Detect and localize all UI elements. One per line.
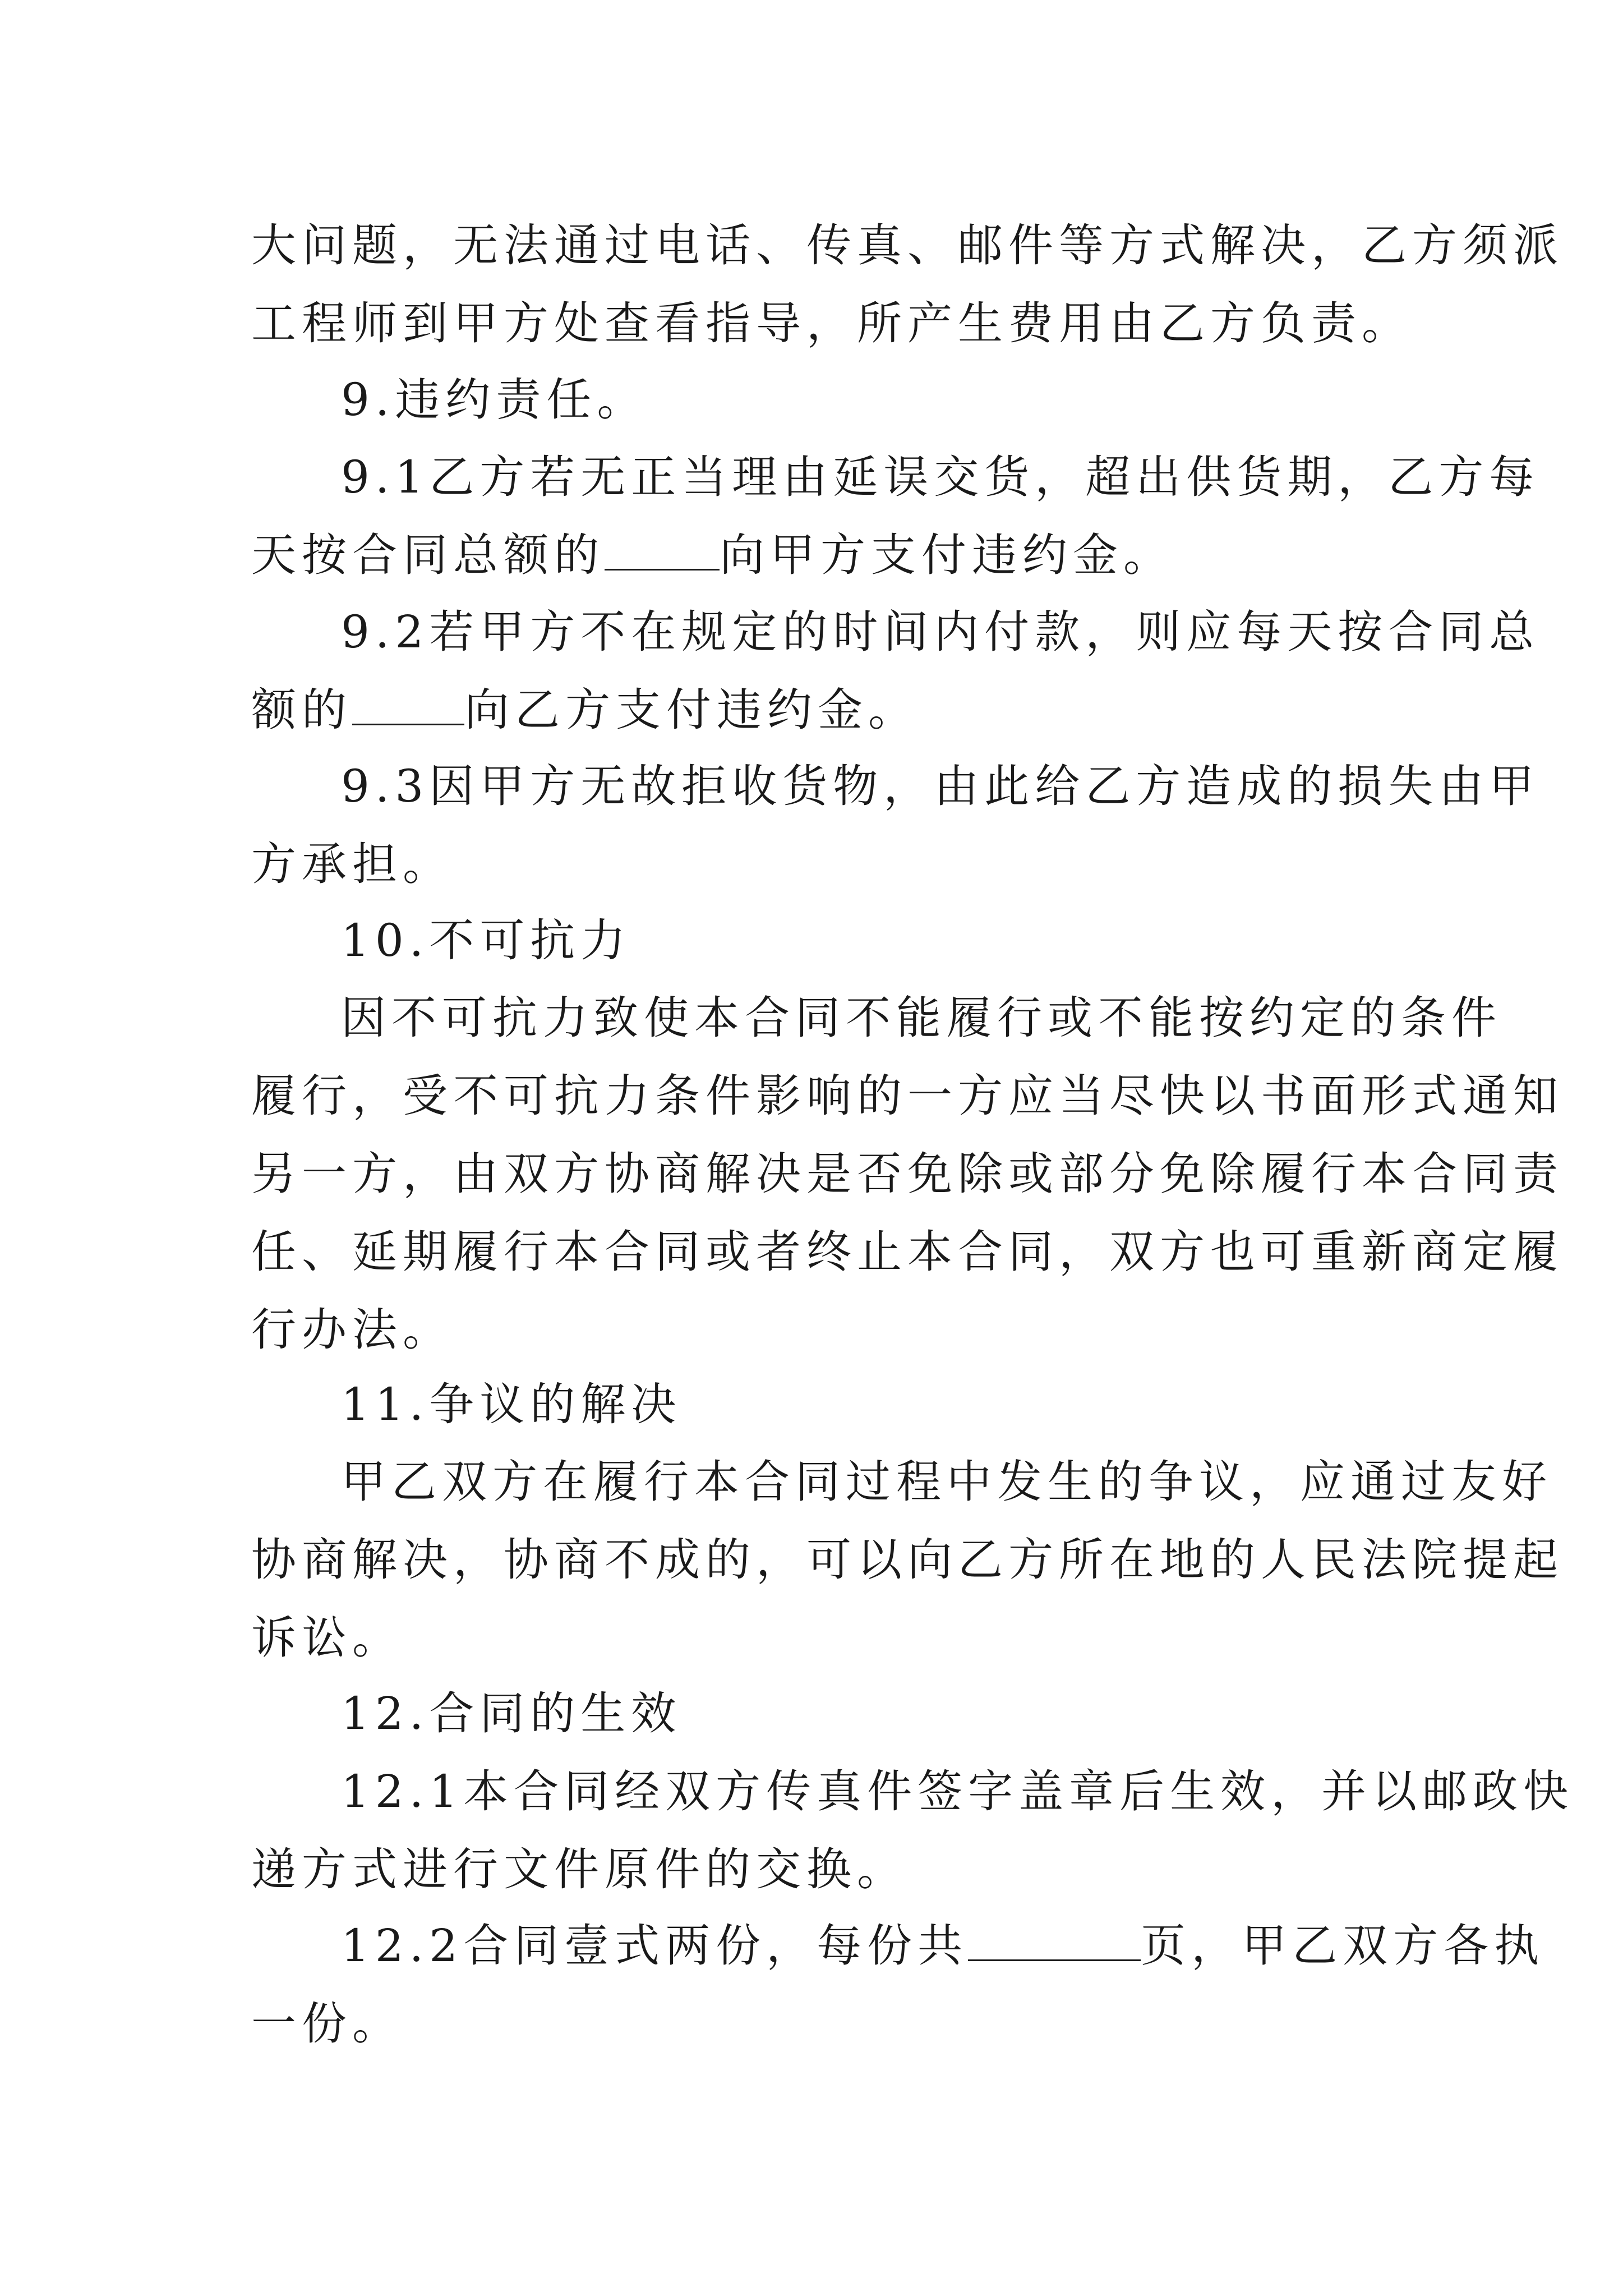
fill-in-blank-page-count[interactable] <box>968 1911 1141 1961</box>
clause-12-1 <box>251 1752 1574 1908</box>
clause-line <box>251 1907 1545 1985</box>
section-11-body <box>251 1443 1564 1677</box>
paragraph-line: 行办法。 <box>251 1304 453 1356</box>
clause-9-1 <box>251 438 1540 594</box>
section-11-heading <box>251 1365 1382 1443</box>
clause-line: 9.2若甲方不在规定的时间内付款，则应每天按合同总 <box>341 606 1540 658</box>
section-10-body <box>251 979 1564 1369</box>
paragraph-line: 工程师到甲方处查看指导，所产生费用由乙方负责。 <box>251 297 1412 349</box>
section-heading: 10.不可抗力 <box>341 914 631 967</box>
paragraph-line: 因不可抗力致使本合同不能履行或不能按约定的条件 <box>341 992 1502 1044</box>
clause-text-after-blank: 向乙方支付违约金。 <box>464 684 919 736</box>
clause-text-before-blank: 12.2合同壹式两份，每份共 <box>341 1920 969 1972</box>
clause-12-2 <box>251 1907 1545 2063</box>
clause-line: 12.1本合同经双方传真件签字盖章后生效，并以邮政快 <box>341 1765 1574 1818</box>
section-9-heading <box>251 361 1382 439</box>
clause-line: 9.1乙方若无正当理由延误交货，超出供货期，乙方每 <box>341 451 1540 503</box>
clause-line: 9.3因甲方无故拒收货物，由此给乙方造成的损失由甲 <box>341 760 1540 812</box>
section-12-heading <box>251 1674 1382 1752</box>
clause-line: 方承担。 <box>251 838 453 890</box>
clause-9-3 <box>251 747 1540 903</box>
clause-line <box>251 671 1382 749</box>
clause-line: 递方式进行文件原件的交换。 <box>251 1843 907 1895</box>
clause-text-after-blank: 向甲方支付违约金。 <box>720 529 1174 581</box>
section-10-heading <box>251 901 1382 979</box>
document-body-top <box>251 206 1564 362</box>
paragraph-line: 履行，受不可抗力条件影响的一方应当尽快以书面形式通知 <box>251 1070 1564 1122</box>
paragraph-line: 大问题，无法通过电话、传真、邮件等方式解决，乙方须派 <box>251 219 1564 272</box>
clause-line: 一份。 <box>251 1998 403 2050</box>
section-heading: 11.争议的解决 <box>341 1378 682 1430</box>
paragraph-line: 甲乙双方在履行本合同过程中发生的争议，应通过友好 <box>341 1456 1552 1508</box>
clause-9-2 <box>251 593 1540 749</box>
fill-in-blank-penalty-rate[interactable] <box>605 521 720 570</box>
paragraph-line: 协商解决，协商不成的，可以向乙方所在地的人民法院提起 <box>251 1534 1564 1586</box>
clause-text-before-blank: 天按合同总额的 <box>251 529 605 581</box>
section-heading: 12.合同的生效 <box>341 1687 682 1740</box>
clause-text-before-blank: 额的 <box>251 684 352 736</box>
paragraph-line: 另一方，由双方协商解决是否免除或部分免除履行本合同责 <box>251 1148 1564 1200</box>
fill-in-blank-penalty-rate[interactable] <box>352 675 464 725</box>
clause-text-after-blank: 页，甲乙双方各执 <box>1141 1920 1545 1972</box>
paragraph-line: 任、延期履行本合同或者终止本合同，双方也可重新商定履 <box>251 1226 1564 1278</box>
clause-line <box>251 516 1382 594</box>
paragraph-line: 诉讼。 <box>251 1612 403 1664</box>
section-heading: 9.违约责任。 <box>341 374 648 426</box>
